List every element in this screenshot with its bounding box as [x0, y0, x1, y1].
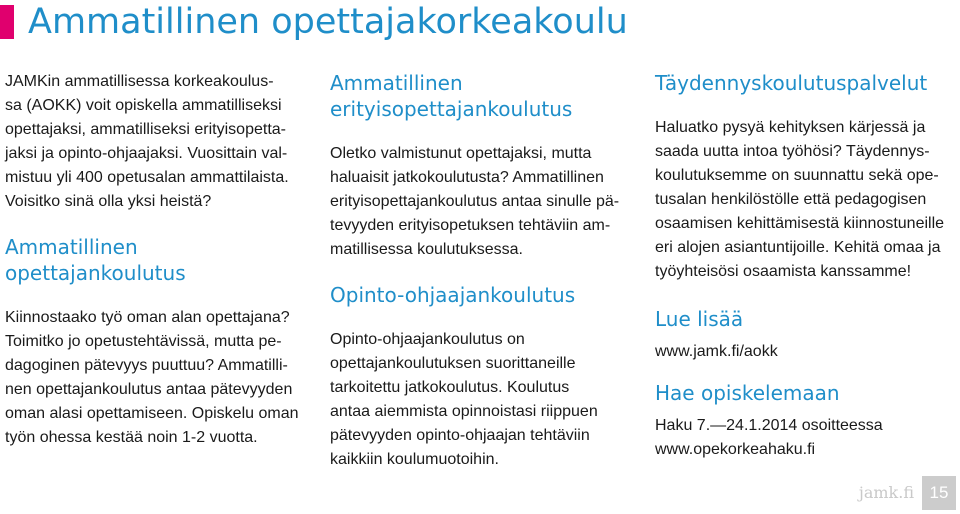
- text-haku: Haku 7.—24.1.2014 osoitteessa www.opekorkeahaku.fi: [655, 417, 883, 458]
- text-opinto-ohjaajankoulutus: Opinto-ohjaajankoulutus on opettajankoulutuksen suorittaneille tarkoitettu jatkokoulutus. Koulutus antaa aiemmista opinnoistasi riippuen pätevyyden opinto-ohjaajan tehtäviin kaikkiin koulumuotoihin.: [330, 331, 598, 468]
- page-title: Ammatillinen opettajakorkeakoulu: [28, 2, 628, 42]
- heading-taydennyskoulutus: Täydennyskoulutuspalvelut: [655, 71, 928, 95]
- intro-text: JAMKin ammatillisessa korkeakoulus- sa (AOKK) voit opiskella ammatilliseksi opettajaksi, ammatilliseksi erityisopetta- jaksi ja opinto-ohjaajaksi. Vuosittain val- mistuu yli 400 opetusalan ammattilaista. Voisitko sinä olla yksi heistä?: [5, 73, 289, 210]
- text-opettajankoulutus: Kiinnostaako työ oman alan opettajana? Toimitko jo opetustehtävissä, mutta pe- dagoginen pätevyys puuttuu? Ammatilli- nen opettajankoulutus antaa pätevyyden oman alasi opettamiseen. Opiskelu oman työn ohessa kestää noin 1-2 vuotta.: [5, 309, 299, 446]
- jamk-logo: jamk.fi: [858, 483, 914, 502]
- column-erityisopettaja: [330, 70, 630, 472]
- title-accent-bar: [0, 5, 14, 39]
- heading-lue-lisaa: Lue lisää: [655, 307, 744, 331]
- column-intro: [5, 70, 300, 450]
- text-erityisopettajankoulutus: Oletko valmistunut opettajaksi, mutta haluaisit jatkokoulutusta? Ammatillinen erityisopettajankoulutus antaa sinulle pä- tevyyden erityisopetuksen tehtäviin am- matillisessa koulutuksessa.: [330, 145, 620, 258]
- text-taydennyskoulutus: Haluatko pysyä kehityksen kärjessä ja saada uutta intoa työhösi? Täydennys- koulutuksemme on suunnattu sekä ope- tusalan henkilöstölle että pedagogisen osaamisen kehittämisestä kiinnostuneille eri alojen asiantuntijoille. Kehitä omaa ja työyhteisösi osaamista kanssamme!: [655, 119, 945, 280]
- column-taydennyskoulutus: [655, 70, 955, 462]
- heading-hae-opiskelemaan: Hae opiskelemaan: [655, 381, 840, 405]
- heading-erityisopettajankoulutus: Ammatillinen erityisopettajankoulutus: [330, 71, 573, 121]
- link-jamk-aokk[interactable]: www.jamk.fi/aokk: [655, 343, 778, 360]
- heading-opettajankoulutus: Ammatillinen opettajankoulutus: [5, 235, 186, 285]
- heading-opinto-ohjaajankoulutus: Opinto-ohjaajankoulutus: [330, 283, 576, 307]
- page-number: 15: [922, 476, 956, 510]
